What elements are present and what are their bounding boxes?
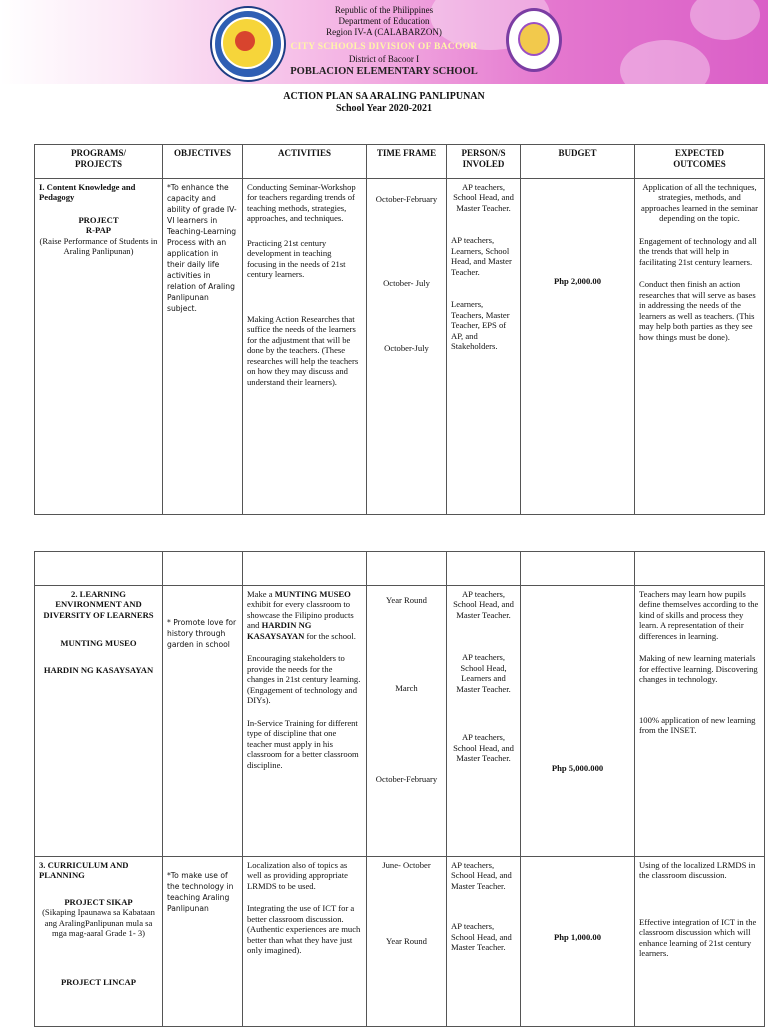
project-name: MUNTING MUSEO: [60, 638, 137, 649]
activities-cell: [243, 179, 367, 515]
outcome-text: Engagement of technology and all the trends that will help in facilitating 21st century learners.: [639, 235, 757, 267]
activity-text: Integrating the use of ICT for a better classroom discussion. (Authentic experiences are much better than what they have just only imagined).: [247, 903, 361, 956]
project-name: R-PAP: [85, 225, 112, 236]
persons-text: AP teachers, School Head, and Master Teacher.: [453, 589, 514, 620]
column-header-time-frame: TIME FRAME: [367, 145, 447, 179]
time-frame-text: October-July: [384, 342, 429, 353]
school-year: School Year 2020-2021: [335, 103, 433, 114]
empty-cell: [367, 552, 447, 586]
program-cell: [35, 179, 163, 515]
outcome-text: Making of new learning materials for effective learning. Discovering changes in technology.: [639, 653, 758, 685]
outcome-text: Teachers may learn how pupils define themselves according to the kind of skills and process they learn. A representation of their differences in learning.: [639, 589, 759, 641]
time-frame-text: June- October: [382, 860, 431, 870]
activity-text: Encouraging stakeholders to provide the needs for the changes in 21st century learning. (Engagement of technology and DIYs).: [247, 653, 361, 706]
time-frame-text: Year Round: [386, 936, 427, 947]
activities-cell: [243, 857, 367, 1027]
empty-cell: [35, 552, 163, 586]
project-description: (Sikaping Ipaunawa sa Kabataan ang AralingPanlipunan mula sa mga mag-aaral Grade 1- 3): [42, 907, 155, 939]
outcomes-cell: [635, 179, 765, 515]
project-description: (Raise Performance of Students in Araling Panlipunan): [39, 235, 158, 257]
header-republic: Republic of the Philippines: [334, 5, 434, 15]
objective-cell: [163, 586, 243, 857]
outcomes-cell: [635, 586, 765, 857]
activity-text: Make a MUNTING MUSEO exhibit for every classroom to showcase the Filipino products and HARDIN NG KASAYSAYAN for the school.: [247, 589, 356, 641]
activities-cell: [243, 586, 367, 857]
time-frame-text: October-February: [375, 773, 438, 784]
budget-cell: [521, 857, 635, 1027]
budget-value: Php 2,000.00: [553, 276, 602, 286]
budget-value: Php 5,000.000: [551, 763, 604, 773]
persons-text: AP teachers, School Head, Learners and Master Teacher.: [456, 652, 511, 694]
program-cell: [35, 857, 163, 1027]
outcomes-cell: [635, 857, 765, 1027]
activity-text: Localization also of topics as well as providing appropriate LRMDS to be used.: [247, 860, 348, 891]
table-header-row: [35, 145, 765, 179]
persons-cell: [447, 586, 521, 857]
header-region: Region IV-A (CALABARZON): [326, 27, 442, 37]
budget-cell: [521, 586, 635, 857]
header-department: Department of Education: [338, 16, 430, 26]
outcome-text: Using of the localized LRMDS in the classroom discussion.: [639, 860, 756, 881]
action-plan-table-2: [34, 551, 765, 1027]
time-frame-cell: [367, 179, 447, 515]
program-heading: 3. CURRICULUM AND PLANNING: [39, 860, 129, 881]
outcome-text: 100% application of new learning from the INSET.: [639, 714, 756, 736]
activity-text: Conducting Seminar-Workshop for teachers regarding trends of teaching methods, strategies, approaches, and techniques.: [247, 182, 356, 224]
document-title: ACTION PLAN SA ARALING PANLIPUNAN: [283, 91, 485, 102]
program-heading: I. Content Knowledge and Pedagogy: [39, 182, 136, 203]
header-school-name: POBLACION ELEMENTARY SCHOOL: [290, 66, 478, 77]
program-cell: [35, 586, 163, 857]
column-header-persons: PERSON/S INVOLED: [447, 145, 521, 179]
time-frame-text: Year Round: [386, 595, 427, 605]
empty-cell: [521, 552, 635, 586]
persons-text: Learners, Teachers, Master Teacher, EPS of AP, and Stakeholders.: [451, 299, 510, 352]
time-frame-text: October-February: [375, 194, 438, 204]
objective-cell: [163, 857, 243, 1027]
empty-cell: [447, 552, 521, 586]
budget-value: Php 1,000.00: [553, 932, 602, 942]
activity-text: Practicing 21st century development in teaching focusing in the needs of 21st century learners.: [247, 237, 346, 280]
project-name: PROJECT LINCAP: [60, 976, 137, 987]
persons-text: AP teachers, School Head, and Master Teacher.: [453, 182, 514, 213]
action-plan-table-1: [34, 144, 765, 515]
table-row: [35, 857, 765, 1027]
outcome-text: Application of all the techniques, strategies, methods, and approaches learned in the seminar depending on the topic.: [641, 182, 758, 224]
column-header-budget: BUDGET: [521, 145, 635, 179]
time-frame-text: March: [395, 683, 418, 694]
project-label: PROJECT: [78, 214, 119, 225]
column-header-objectives: OBJECTIVES: [163, 145, 243, 179]
outcome-text: Effective integration of ICT in the classroom discussion which will enhance learning of 21st century learners.: [639, 916, 757, 959]
objective-text: * Promote love for history through garden in school: [167, 618, 237, 649]
persons-text: AP teachers, School Head, and Master Teacher.: [451, 921, 512, 953]
objective-text: *To make use of the technology in teaching Araling Panlipunan: [167, 871, 234, 913]
empty-cell: [163, 552, 243, 586]
header-division: CITY SCHOOLS DIVISION OF BACOOR: [290, 42, 478, 52]
table-row: [35, 179, 765, 515]
budget-cell: [521, 179, 635, 515]
time-frame-cell: [367, 586, 447, 857]
time-frame-cell: [367, 857, 447, 1027]
empty-cell: [243, 552, 367, 586]
table-row: [35, 586, 765, 857]
column-header-programs: PROGRAMS/ PROJECTS: [35, 145, 163, 179]
activity-text: In-Service Training for different type of discipline that one teacher must apply in his classroom for a better classroom discipline.: [247, 717, 359, 770]
persons-text: AP teachers, School Head, and Master Teacher.: [451, 860, 512, 891]
column-header-outcomes: EXPECTED OUTCOMES: [635, 145, 765, 179]
persons-cell: [447, 857, 521, 1027]
persons-cell: [447, 179, 521, 515]
outcome-text: Conduct then finish an action researches that will serve as bases in addressing the needs of the learners as well as teachers. (This may help both parties as they see how things must be done).: [639, 279, 756, 342]
project-name: HARDIN NG KASAYSAYAN: [43, 664, 154, 675]
persons-text: AP teachers, Learners, School Head, and Master Teacher.: [451, 235, 512, 277]
program-heading: 2. LEARNING ENVIRONMENT AND DIVERSITY OF LEARNERS: [43, 589, 154, 620]
empty-cell: [635, 552, 765, 586]
time-frame-text: October- July: [383, 278, 430, 289]
project-name: PROJECT SIKAP: [64, 896, 133, 907]
persons-text: AP teachers, School Head, and Master Teacher.: [453, 732, 514, 764]
activity-text: Making Action Researches that suffice the needs of the learners for the adjustment that will be done by the teachers. (These researches will help the teachers on how they may discuss and understand their learners).: [247, 313, 359, 387]
table-header-row-empty: [35, 552, 765, 586]
column-header-activities: ACTIVITIES: [243, 145, 367, 179]
header-district: District of Bacoor I: [348, 54, 420, 64]
objective-cell: *To enhance the capacity and ability of grade IV-VI learners in Teaching-Learning Process with an application in their daily life activities in relation of Araling Panlipunan subject.: [163, 179, 243, 515]
